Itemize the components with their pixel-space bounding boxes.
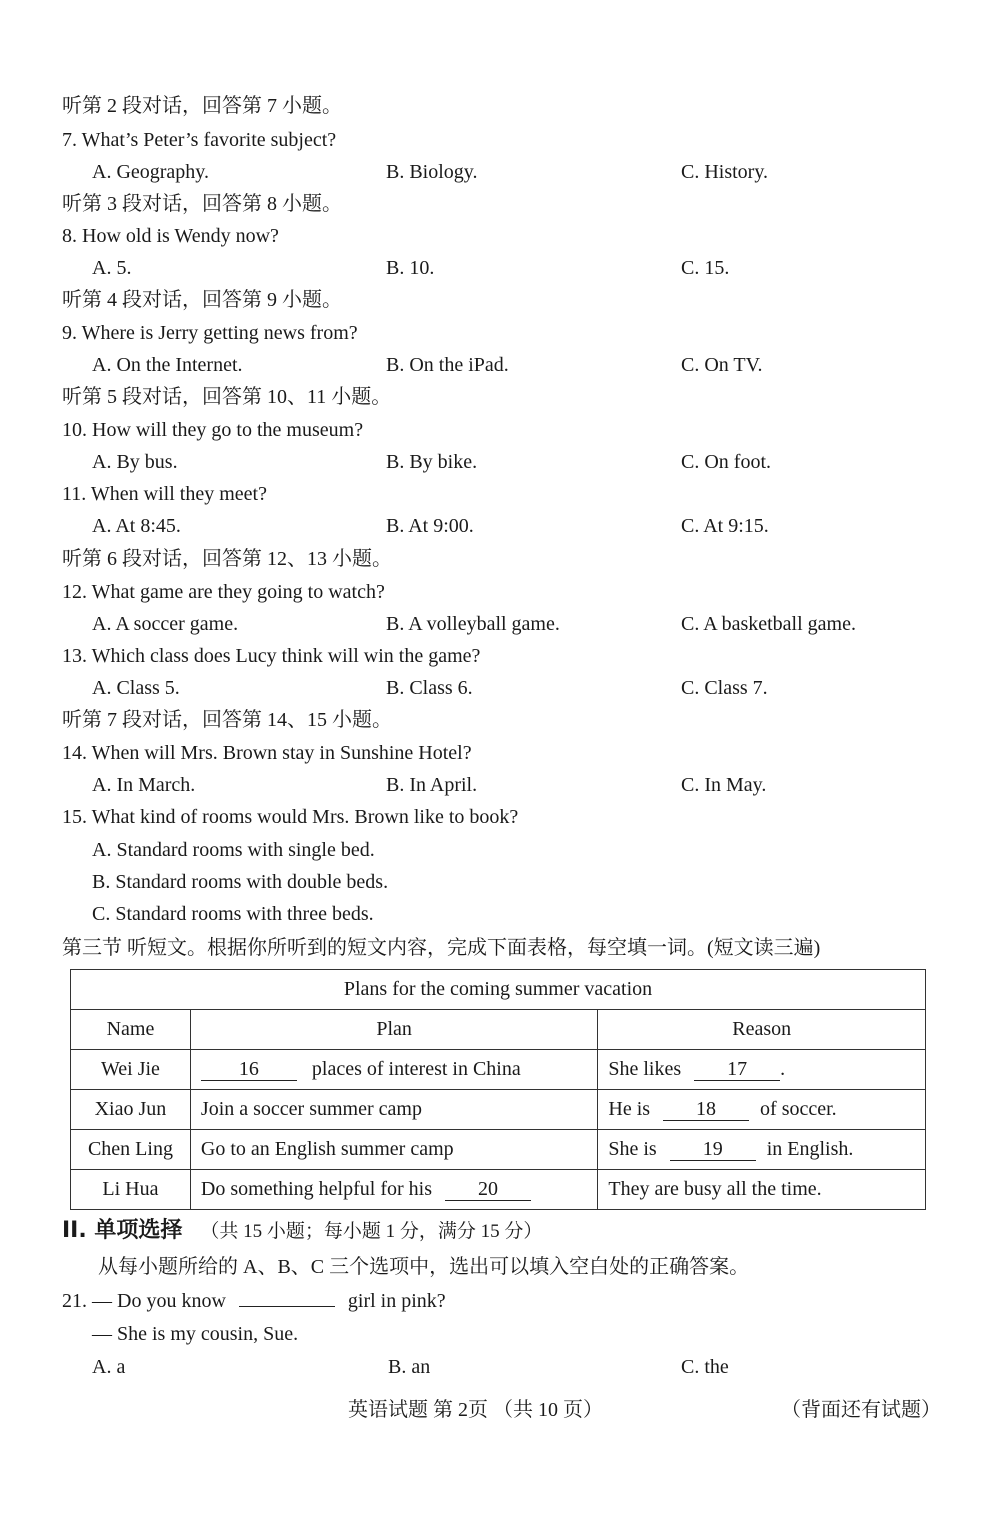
question-15-option-c: C. Standard rooms with three beds. [92,903,374,925]
question-13: 13. Which class does Lucy think will win the game? [62,645,481,667]
cell-plan: Go to an English summer camp [190,1130,597,1170]
option-c: C. In May. [681,774,767,796]
table-row [71,1130,926,1170]
option-b: B. an [388,1356,431,1378]
question-15-option-b: B. Standard rooms with double beds. [92,871,389,893]
header-plan: Plan [190,1010,597,1050]
cell-reason: They are busy all the time. [598,1170,926,1210]
question-13-options [0,672,999,704]
blank-17[interactable]: 17 [694,1058,780,1081]
option-b: B. Biology. [386,161,478,183]
part3-instruction: 第三节 听短文。根据你所听到的短文内容，完成下面表格，每空填一词。(短文读三遍) [62,937,821,959]
cell-reason: She is 19 in English. [598,1130,926,1170]
option-c: C. the [681,1356,729,1378]
option-c: C. 15. [681,257,730,279]
blank-20[interactable]: 20 [445,1178,531,1201]
option-c: C. At 9:15. [681,515,769,537]
option-c: C. On TV. [681,354,763,376]
option-a: A. On the Internet. [92,354,243,376]
option-c: C. On foot. [681,451,771,473]
section-2-heading: II. 单项选择 （共 15 小题；每小题 1 分，满分 15 分） [62,1218,543,1243]
question-9: 9. Where is Jerry getting news from? [62,322,358,344]
cell-plan: Join a soccer summer camp [190,1090,597,1130]
cell-name: Chen Ling [71,1130,191,1170]
section-instruction-5: 听第 5 段对话，回答第 10、11 小题。 [62,386,392,408]
question-8-options [0,252,999,284]
page-footer: 英语试题 第 2页 （共 10 页） [348,1399,603,1421]
cell-plan: 16 places of interest in China [190,1050,597,1090]
section-instruction-4: 听第 4 段对话，回答第 9 小题。 [62,289,342,311]
summer-plans-table [70,969,926,1210]
page-footer-note: （背面还有试题） [781,1399,941,1421]
question-14: 14. When will Mrs. Brown stay in Sunshine Hotel? [62,742,472,764]
option-a: A. In March. [92,774,196,796]
table-header-row [71,1010,926,1050]
table-row [71,1090,926,1130]
option-b: B. 10. [386,257,435,279]
question-10: 10. How will they go to the museum? [62,419,364,441]
cell-reason: He is 18 of soccer. [598,1090,926,1130]
option-a: A. Class 5. [92,677,180,699]
table-title-row [71,970,926,1010]
question-7: 7. What’s Peter’s favorite subject? [62,129,337,151]
question-10-options [0,446,999,478]
option-b: B. Class 6. [386,677,473,699]
section-2-instruction: 从每小题所给的 A、B、C 三个选项中，选出可以填入空白处的正确答案。 [98,1256,750,1278]
option-a: A. 5. [92,257,132,279]
question-14-options [0,769,999,801]
option-a: A. By bus. [92,451,178,473]
option-b: B. On the iPad. [386,354,509,376]
option-a: A. At 8:45. [92,515,181,537]
option-b: B. By bike. [386,451,478,473]
section-instruction-6: 听第 6 段对话，回答第 12、13 小题。 [62,548,392,570]
question-9-options [0,349,999,381]
option-c: C. Class 7. [681,677,768,699]
option-b: B. At 9:00. [386,515,474,537]
option-c: C. History. [681,161,769,183]
header-reason: Reason [598,1010,926,1050]
question-11: 11. When will they meet? [62,483,267,505]
table-title: Plans for the coming summer vacation [71,970,926,1010]
option-a: A. a [92,1356,126,1378]
table-row [71,1170,926,1210]
question-12: 12. What game are they going to watch? [62,581,385,603]
section-instruction-3: 听第 3 段对话，回答第 8 小题。 [62,193,342,215]
section-instruction-7: 听第 7 段对话，回答第 14、15 小题。 [62,709,392,731]
question-12-options [0,608,999,640]
question-7-options [0,156,999,188]
option-a: A. Geography. [92,161,210,183]
cell-name: Wei Jie [71,1050,191,1090]
blank-21[interactable] [239,1306,335,1307]
cell-reason: She likes 17 . [598,1050,926,1090]
option-b: B. In April. [386,774,478,796]
option-a: A. A soccer game. [92,613,239,635]
question-8: 8. How old is Wendy now? [62,225,279,247]
blank-16[interactable]: 16 [201,1058,297,1081]
question-15: 15. What kind of rooms would Mrs. Brown like to book? [62,806,519,828]
cell-name: Xiao Jun [71,1090,191,1130]
section-instruction-2: 听第 2 段对话，回答第 7 小题。 [62,95,342,117]
question-21: 21. — Do you know girl in pink? [62,1290,446,1312]
blank-18[interactable]: 18 [663,1098,749,1121]
question-15-option-a: A. Standard rooms with single bed. [92,839,375,861]
cell-plan: Do something helpful for his 20 [190,1170,597,1210]
option-c: C. A basketball game. [681,613,856,635]
table-row [71,1050,926,1090]
option-b: B. A volleyball game. [386,613,560,635]
cell-name: Li Hua [71,1170,191,1210]
question-11-options [0,510,999,542]
header-name: Name [71,1010,191,1050]
question-21-answer: — She is my cousin, Sue. [92,1323,299,1345]
question-21-options [0,1351,999,1383]
blank-19[interactable]: 19 [670,1138,756,1161]
